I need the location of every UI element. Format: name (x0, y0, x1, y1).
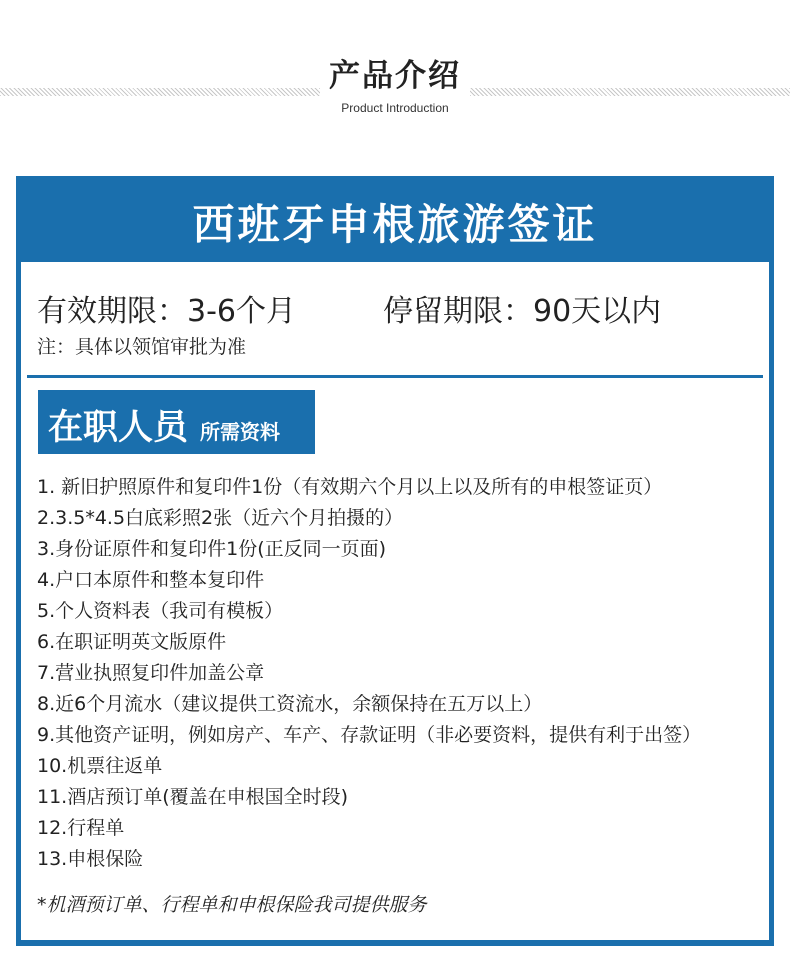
requirement-item: 5.个人资料表（我司有模板） (37, 600, 284, 622)
requirement-item: 11.酒店预订单(覆盖在申根国全时段) (37, 786, 349, 808)
requirement-item: 13.申根保险 (37, 848, 144, 870)
requirement-item: 3.身份证原件和复印件1份(正反同一页面) (37, 538, 387, 560)
requirement-item: 10.机票往返单 (37, 755, 163, 777)
requirement-item: 6.在职证明英文版原件 (37, 631, 227, 653)
requirement-item: 4.户口本原件和整本复印件 (37, 569, 265, 591)
employed-section-label (38, 390, 315, 454)
requirement-item: 7.营业执照复印件加盖公章 (37, 662, 265, 684)
requirement-item: 8.近6个月流水（建议提供工资流水，余额保持在五万以上） (37, 693, 543, 715)
requirement-item: 12.行程单 (37, 817, 125, 839)
stay-duration: 停留期限：90天以内 (383, 294, 662, 329)
section-subtitle: Product Introduction (341, 101, 449, 115)
requirement-item: 9.其他资产证明，例如房产、车产、存款证明（非必要资料，提供有利于出签） (37, 724, 702, 746)
section-label-sub: 所需资料 (200, 420, 280, 444)
requirement-item: 2.3.5*4.5白底彩照2张（近六个月拍摄的） (37, 507, 404, 529)
section-header (0, 0, 790, 130)
divider (27, 375, 763, 378)
visa-title: 西班牙申根旅游签证 (192, 200, 598, 249)
section-label-main: 在职人员 (48, 408, 189, 448)
visa-card (16, 176, 774, 946)
visa-details-panel (21, 262, 769, 940)
section-title: 产品介绍 (329, 58, 461, 94)
requirements-list (37, 472, 701, 875)
validity-period: 有效期限：3-6个月 (37, 294, 296, 329)
service-note: *机酒预订单、行程单和申根保险我司提供服务 (37, 894, 427, 916)
approval-note: 注：具体以领馆审批为准 (37, 336, 247, 358)
requirement-item: 1. 新旧护照原件和复印件1份（有效期六个月以上以及所有的申根签证页） (37, 476, 663, 498)
